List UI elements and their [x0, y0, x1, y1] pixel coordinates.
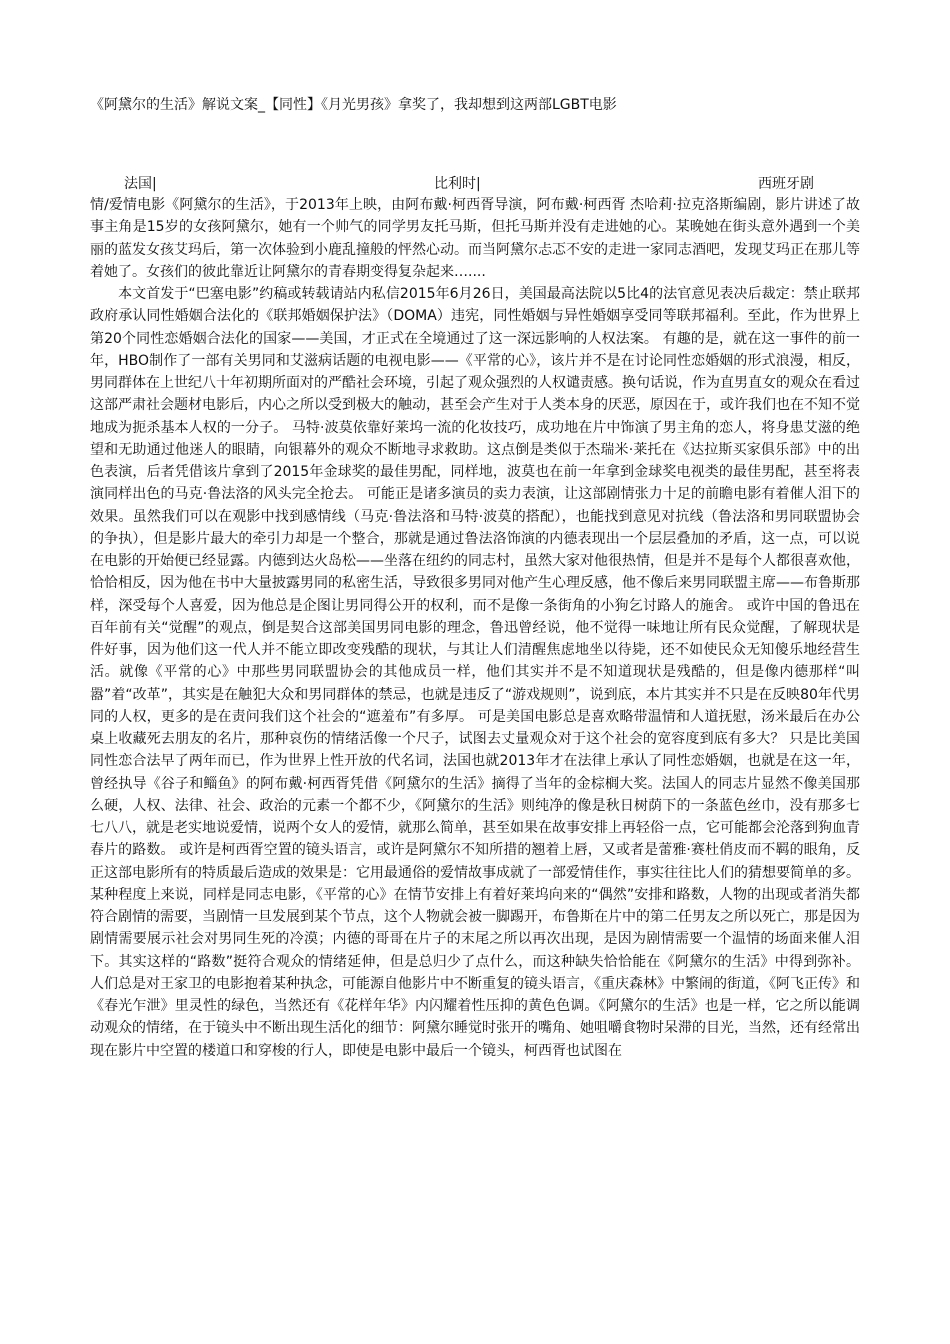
meta-country-2: 比利时| — [434, 176, 481, 192]
paragraph-article: 本文首发于“巴塞电影”约稿或转载请站内私信2015年6月26日，美国最高法院以5比4的法官意见表决后裁定：禁止联邦政府承认同性婚姻合法化的《联邦婚姻保护法》（DOMA）违宪，同性婚姻与异性婚姻享受同等联邦福利。至此，作为世界上第20个同性恋婚姻合法化的国家——美国，才正式在全境通过了这一深远影响的人权法案。 有趣的是，就在这一事件的前一年，HBO制作了一部有关男同和艾滋病话题的电视电影——《平常的心》，该片并不是在讨论同性恋婚姻的形式浪漫，相反，男同群体在上世纪八十年初期所面对的严酷社会环境，引起了观众强烈的人权谴责感。换句话说，作为直男直女的观众在看过这部严肃社会题材电影后，内心之所以受到极大的触动，甚至会产生对于人类本身的厌恶，原因在于，或许我们也在不知不觉地成为扼杀基本人权的一分子。 马特·波莫依靠好莱坞一流的化妆技巧，成功地在片中饰演了男主角的恋人，将身患艾滋的绝望和无助通过他迷人的眼睛，向银幕外的观众不断地寻求救助。这点倒是类似于杰瑞米·莱托在《达拉斯买家俱乐部》中的出色表演，后者凭借该片拿到了2015年金球奖的最佳男配，同样地，波莫也在前一年拿到金球奖电视类的最佳男配，甚至将表演同样出色的马克·鲁法洛的风头完全抢去。 可能正是诸多演员的卖力表演，让这部剧情张力十足的前瞻电影有着催人泪下的效果。虽然我们可以在观影中找到感情线（马克·鲁法洛和马特·波莫的搭配），也能找到意见对抗线（鲁法洛和男同联盟协会的争执），但是影片最大的牵引力却是一个整合，那就是通过鲁法洛饰演的内德表现出一个层层叠加的矛盾，这一点，可以说在电影的开始便已经显露。内德到达火岛松——坐落在纽约的同志村，虽然大家对他很热情，但是并不是每个人都很喜欢他，恰恰相反，因为他在书中大量披露男同的私密生活，导致很多男同对他产生心理反感，他不像后来男同联盟主席——布鲁斯那样，深受每个人喜爱，因为他总是企图让男同得公开的权利，而不是像一条街角的小狗乞讨路人的施舍。 或许中国的鲁迅在百年前有关“觉醒”的观点，倒是契合这部美国男同电影的理念，鲁迅曾经说，他不觉得一味地让所有民众觉醒，了解现状是件好事，因为他们这一代人并不能立即改变残酷的现状，与其让人们清醒焦虑地坐以待毙，还不如使民众无知傻乐地经营生活。就像《平常的心》中那些男同联盟协会的其他成员一样，他们其实并不是不知道现状是残酷的，但是像内德那样“叫嚣”着“改革”，其实是在触犯大众和男同群体的禁忌，也就是违反了“游戏规则”，说到底，本片其实并不只是在反映80年代男同的人权，更多的是在责问我们这个社会的“遮羞布”有多厚。 可是美国电影总是喜欢略带温情和人道抚慰，汤米最后在办公桌上收藏死去朋友的名片，那种哀伤的情绪活像一个尺子，试图去丈量观众对于这个社会的宽容度到底有多大？ 只是比美国同性恋合法早了两年而已，作为世界上性开放的代名词，法国也就2013年才在法律上承认了同性恋婚姻，也就是在这一年，曾经执导《谷子和鲻鱼》的阿布戴·柯西胥凭借《阿黛尔的生活》摘得了当年的金棕榈大奖。法国人的同志片显然不像美国那么硬，人权、法律、社会、政治的元素一个都不少，《阿黛尔的生活》则纯净的像是秋日树荫下的一条蓝色丝巾，没有那多七七八八，就是老实地说爱情，说两个女人的爱情，就那么简单，甚至如果在故事安排上再轻俗一点，它可能都会沦落到狗血青春片的路数。 或许是柯西胥空置的镜头语言，或许是阿黛尔不知所措的翘着上唇，又或者是蕾雅·赛杜俏皮而不羁的眼角，反正这部电影所有的特质最后造成的效果是：它用最通俗的爱情故事成就了一部爱情佳作，事实往往比人们的猜想要简单的多。 某种程度上来说，同样是同志电影，《平常的心》在情节安排上有着好莱坞向来的“偶然”安排和路数，人物的出现或者消失都符合剧情的需要，当剧情一旦发展到某个节点，这个人物就会被一脚踢开，布鲁斯在片中的第二任男友之所以死亡，那是因为剧情需要展示社会对男同生死的冷漠；内德的哥哥在片子的末尾之所以再次出现，是因为剧情需要一个温情的场面来催人泪下。其实这样的“路数”挺符合观众的情绪延伸，但是总归少了点什么，而这种缺失恰恰能在《阿黛尔的生活》中得到弥补。 人们总是对王家卫的电影抱着某种执念，可能源自他影片中不断重复的镜头语言，《重庆森林》中繁闹的街道，《阿飞正传》和《春光乍泄》里灵性的绿色，当然还有《花样年华》内闪耀着性压抑的黄色色调。《阿黛尔的生活》也是一样，它之所以能调动观众的情绪，在于镜头中不断出现生活化的细节：阿黛尔睡觉时张开的嘴角、她咀嚼食物时呆滞的目光，当然，还有经常出现在影片中空置的楼道口和穿梭的行人，即使是电影中最后一个镜头，柯西胥也试图在 — [90, 286, 860, 1059]
paragraph-intro: 情/爱情电影《阿黛尔的生活》，于2013年上映，由阿布戴·柯西胥导演，阿布戴·柯西胥 杰哈莉·拉克洛斯编剧，影片讲述了故事主角是15岁的女孩阿黛尔，她有一个帅气的同学男友托马斯，但托马斯并没有走进她的心。某晚她在街头意外遇到一个美丽的蓝发女孩艾玛后，第一次体验到小鹿乱撞般的怦然心动。而当阿黛尔忐忑不安的走进一家同志酒吧，发现艾玛正在那儿等着她了。女孩们的彼此靠近让阿黛尔的青春期变得复杂起来….... — [90, 197, 860, 280]
meta-country-3: 西班牙剧 — [758, 176, 814, 192]
document-body — [90, 194, 860, 1062]
document-title: 《阿黛尔的生活》解说文案_【同性】《月光男孩》拿奖了，我却想到这两部LGBT电影 — [90, 97, 617, 113]
meta-country-1: 法国| — [124, 176, 157, 192]
